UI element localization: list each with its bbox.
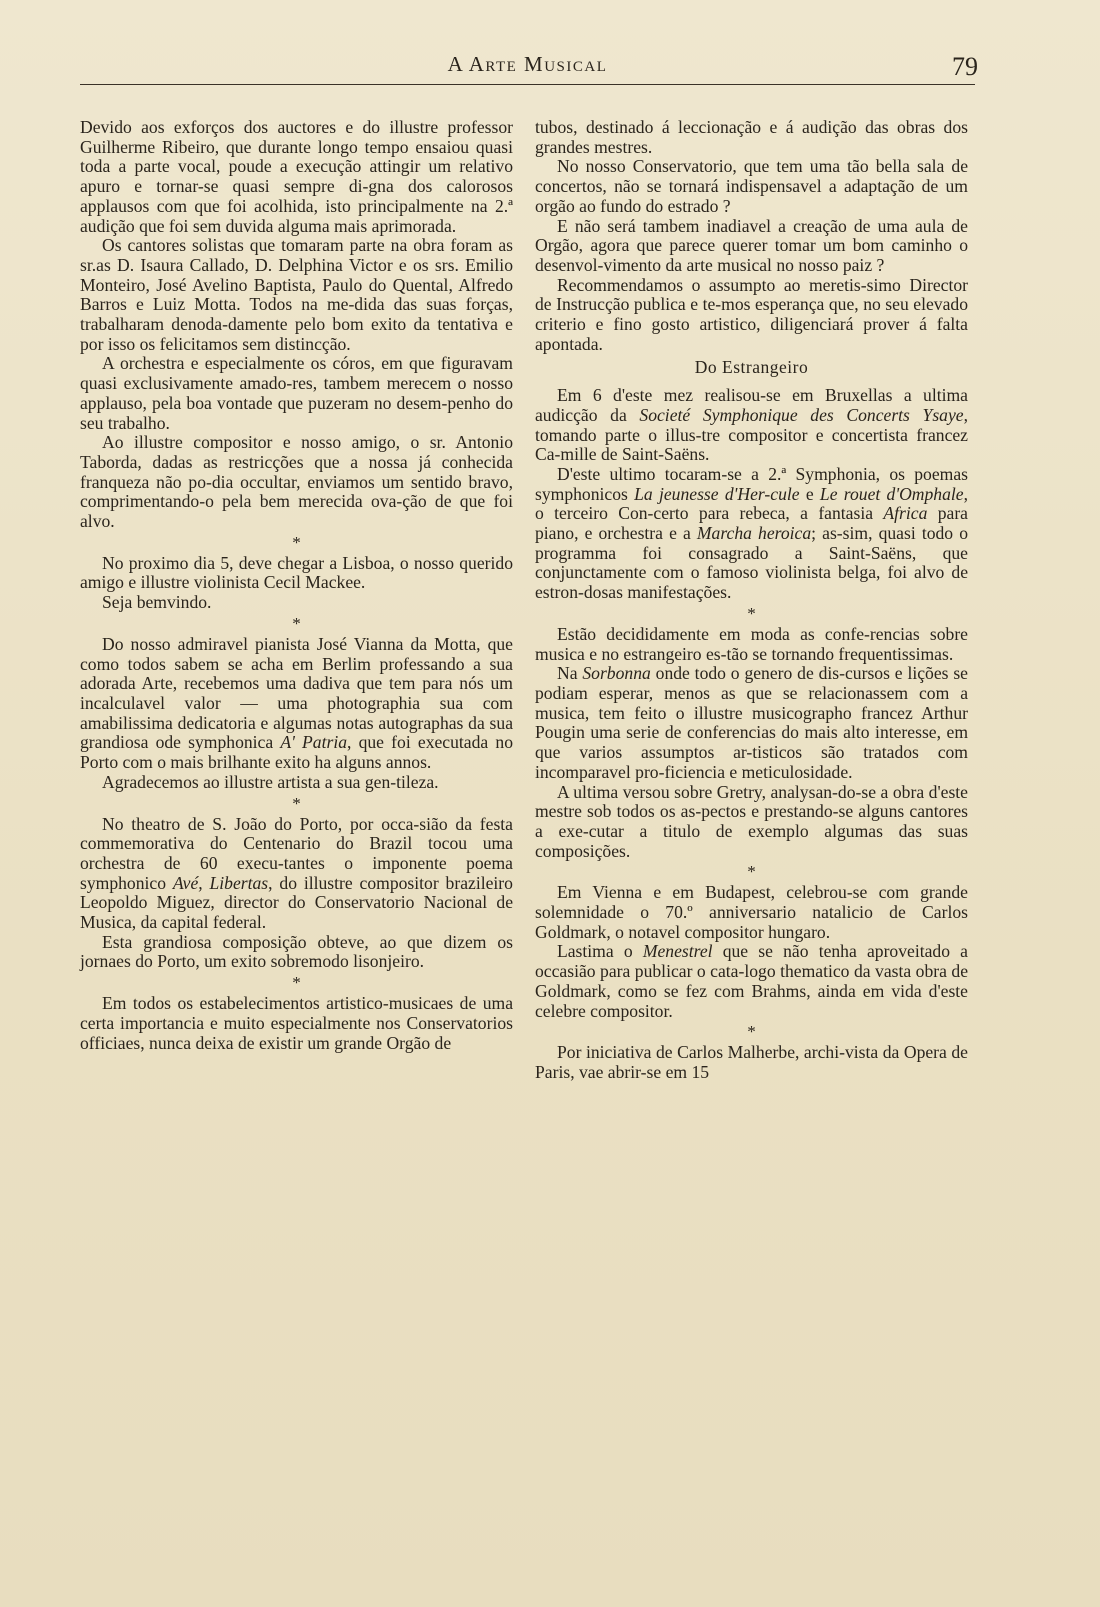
paragraph — [535, 942, 968, 1021]
section-separator: * — [292, 973, 301, 993]
section-separator: * — [747, 862, 756, 882]
paragraph — [535, 664, 968, 782]
page-number: 79 — [952, 52, 978, 81]
text-run: onde todo o genero de dis-cursos e lições se podiam esperar, menos as que se relacionassem com a musica, tem feito o illustre musicographo francez Arthur Pougin uma serie de conferencias do mais alto interesse, em que varios assumptos ar-tisticos são tratados com incomparavel pro-ficiencia e meticulosidade. — [535, 663, 968, 782]
running-head — [80, 52, 978, 82]
work-title: Marcha heroica — [696, 523, 812, 544]
work-title: Avé, Libertas — [172, 872, 269, 893]
section-separator: * — [292, 793, 301, 813]
paragraph: Seja bemvindo. — [102, 592, 212, 613]
paragraph — [535, 386, 968, 465]
work-title: Africa — [883, 503, 928, 524]
section-separator: * — [292, 613, 301, 633]
text-run: Lastima o — [557, 941, 643, 962]
paragraph: Estão decididamente em moda as confe-rencias sobre musica e no estrangeiro es-tão se tornando frequentissimas. — [535, 623, 968, 664]
section-heading: Do Estrangeiro — [694, 357, 809, 378]
paragraph: Esta grandiosa composição obteve, ao que dizem os jornaes do Porto, um exito sobremodo lisonjeiro. — [80, 931, 513, 972]
work-title: Societé Symphonique des Concerts Ysaye — [639, 404, 964, 425]
paragraph — [80, 635, 513, 773]
paragraph: A orchestra e especialmente os córos, em que figuravam quasi exclusivamente amado-res, tambem merecem o nosso applauso, pela boa vontade que puzeram no desem-penho do seu trabalho. — [80, 353, 513, 433]
section-separator: * — [747, 1022, 756, 1042]
text-run: No theatro de S. João do Porto, por occa-sião da festa commemorativa do Centenario do Brazil tocou uma orchestra de 60 execu-tantes o imponente poema symphonico — [80, 813, 513, 893]
work-title: La jeunesse d'Her-cule — [634, 483, 800, 504]
paragraph — [535, 465, 968, 603]
paragraph: Ao illustre compositor e nosso amigo, o sr. Antonio Taborda, dadas as restricções que a nossa já conhecida franqueza não po-dia occultar, enviamos um sentido bravo, comprimentando-o pela bem merecida ova-ção de que foi alvo. — [80, 432, 513, 532]
text-run: , o terceiro Con-certo para rebeca, a fantasia — [535, 483, 968, 524]
text-run: D'este ultimo tocaram-se a 2.ª Symphonia, os poemas symphonicos — [535, 463, 968, 504]
text-run: que se não tenha aproveitado a occasião para publicar o cata-logo thematico da vasta obra de Goldmark, como se fez com Brahms, ainda em vida d'este celebre compositor. — [535, 941, 968, 1021]
header-rule — [80, 84, 975, 85]
paragraph: tubos, destinado á leccionação e á audição das obras dos grandes mestres. — [535, 117, 968, 157]
work-title: Le rouet d'Omphale — [819, 483, 964, 504]
section-separator: * — [747, 603, 756, 623]
paragraph: Os cantores solistas que tomaram parte na obra foram as sr.as D. Isaura Callado, D. Delphina Victor e os srs. Emilio Monteiro, José Avelino Baptista, Paulo do Quental, Alfredo Barros e Luiz Motta. Todos na me-dida das suas forças, trabalharam denoda-damente pelo bom exito da tentativa e por isso os felicitamos sem distincção. — [80, 235, 513, 354]
paragraph: A ultima versou sobre Gretry, analysan-do-se a obra d'este mestre sob todos os as-pectos e prestando-se alguns cantores a exe-cutar a titulo de exemplo algumas das suas composições. — [535, 781, 968, 861]
paragraph: Por iniciativa de Carlos Malherbe, archi-vista da Opera de Paris, vae abrir-se em 15 — [535, 1042, 968, 1082]
journal-title: A Arte Musical — [447, 52, 608, 76]
work-title: A' Patria — [280, 732, 348, 753]
text-run: ; as-sim, quasi todo o programma foi consagrado a Saint-Saëns, que conjunctamente com o famoso violinista belga, foi alvo de estron-dosas manifestações. — [535, 523, 968, 603]
text-run: Em 6 d'este mez realisou-se em Bruxellas a ultima audicção da — [535, 385, 968, 425]
text-run: Na — [557, 663, 583, 684]
paragraph: Agradecemos ao illustre artista a sua gen-tileza. — [102, 771, 439, 792]
paragraph: Em todos os estabelecimentos artistico-musicaes de uma certa importancia e muito especialmente nos Conservatorios officiaes, nunca deixa de existir um grande Orgão de — [80, 993, 513, 1053]
publication-name: Menestrel — [642, 941, 713, 962]
paragraph: No nosso Conservatorio, que tem uma tão bella sala de concertos, não se tornará indispensavel a adaptação de um orgão ao fundo do estrado ? — [535, 156, 968, 216]
text-run: , do illustre compositor brazileiro Leopoldo Miguez, director do Conservatorio Nacional de Musica, da capital federal. — [80, 872, 513, 933]
text-run: Do nosso admiravel pianista José Vianna da Motta, que como todos sabem se acha em Berlim professando a sua adorada Arte, recebemos uma dadiva que tem para nós um incalculavel valor — uma photographia sua com amabilissima dedicatoria e algumas notas autographas da sua grandiosa ode symphonica — [80, 633, 513, 753]
paragraph: E não será tambem inadiavel a creação de uma aula de Orgão, agora que parece querer tomar um bom caminho o desenvol-vimento da arte musical no nosso paiz ? — [535, 215, 968, 275]
text-run: e — [799, 483, 820, 504]
paragraph — [80, 815, 513, 933]
place-name: Sorbonna — [582, 663, 651, 684]
paragraph: No proximo dia 5, deve chegar a Lisboa, o nosso querido amigo e illustre violinista Cecil Mackee. — [80, 552, 513, 593]
section-separator: * — [292, 532, 301, 552]
text-run: , tomando parte o illus-tre compositor e concertista francez Ca-mille de Saint-Saëns. — [535, 404, 968, 465]
right-column — [535, 118, 968, 1083]
paragraph: Devido aos exforços dos auctores e do illustre professor Guilherme Ribeiro, que durante longo tempo ensaiou quasi toda a parte vocal, poude a execução attingir um relativo apuro e tornar-se quasi sempre di-gna dos calorosos applausos com que foi acolhida, isto principalmente na 2.ª audição que foi sem duvida alguma mais aprimorada. — [80, 117, 513, 236]
text-run: para piano, e orchestra e a — [535, 503, 968, 544]
paragraph: Recommendamos o assumpto ao meretis-simo Director de Instrucção publica e te-mos esperança que, no seu elevado criterio e fino gosto artistico, diligenciará prover á falta apontada. — [535, 274, 968, 354]
left-column — [80, 118, 513, 1053]
text-run: , que foi executada no Porto com o mais brilhante exito ha alguns annos. — [80, 732, 513, 773]
paragraph: Em Vienna e em Budapest, celebrou-se com grande solemnidade o 70.º anniversario natalicio de Carlos Goldmark, o notavel compositor hungaro. — [535, 882, 968, 942]
